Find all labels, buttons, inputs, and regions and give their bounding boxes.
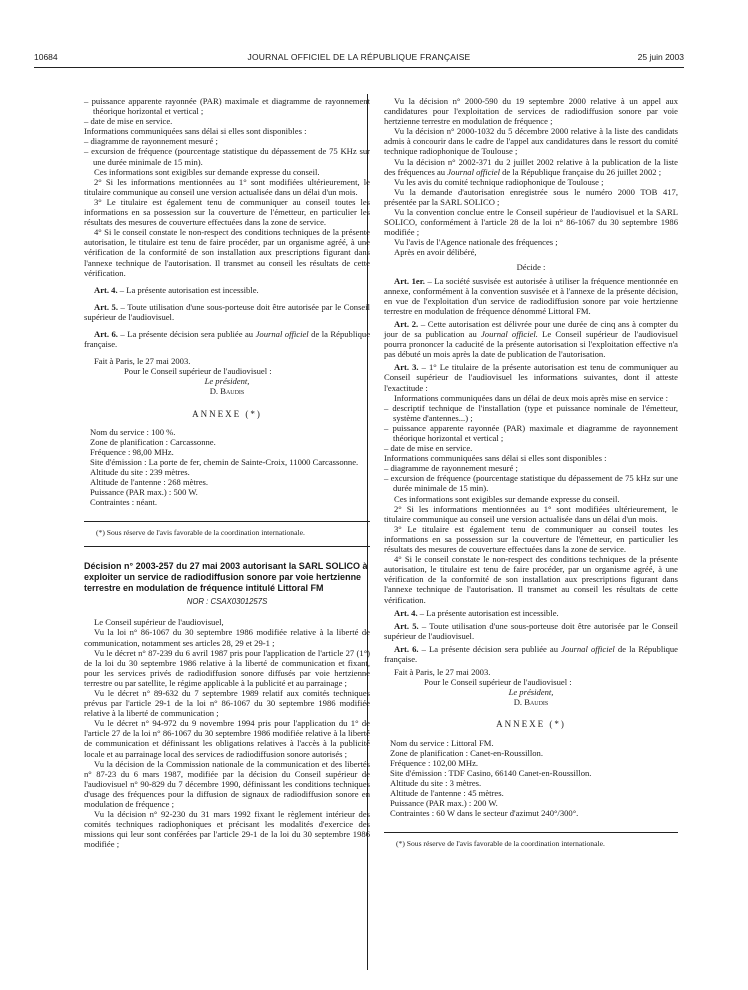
annexe-line: Altitude du site : 3 mètres. xyxy=(390,777,482,788)
article-6 xyxy=(84,329,370,349)
annexe-line: Zone de planification : Canet-en-Roussillon. xyxy=(390,747,543,758)
article-text: – La présente décision sera publiée au xyxy=(117,328,256,339)
annexe-title: ANNEXE (*) xyxy=(192,408,262,419)
footnote-rule xyxy=(384,832,678,833)
visa: Vu la convention conclue entre le Conseil supérieur de l'audiovisuel et la SARL SOLICO, conformément à l'article 28 de la loi n° 86-1067 du 30 septembre 1986 modifiée ; xyxy=(384,207,678,238)
article-label: Art. 5. xyxy=(394,620,419,631)
visa: Vu la décision n° 2000-590 du 19 septembre 2000 relative à un appel aux candidatures pour l'exploitation de services de radiodiffusion sonore par voie hertzienne terrestre en modulation de fréquence ; xyxy=(384,96,678,127)
article-text: – 1° Le titulaire de la présente autorisation est tenu de communiquer au Conseil supérieur de l'audiovisuel les informations suivantes, dont il atteste l'exactitude : xyxy=(384,362,679,393)
journal-ref: Journal officiel xyxy=(561,643,615,654)
page-header xyxy=(34,52,684,66)
done-at: Fait à Paris, le 27 mai 2003. xyxy=(94,356,191,367)
article-4 xyxy=(384,608,678,618)
visa: Vu la loi n° 86-1067 du 30 septembre 1986 modifiée relative à la liberté de communication, notamment ses articles 28, 29 et 29-1 ; xyxy=(84,627,370,648)
annexe-line: Contraintes : 60 W dans le secteur d'azimut 240°/300°. xyxy=(390,808,579,819)
paragraph: Informations communiquées sans délai si elles sont disponibles : xyxy=(84,126,307,137)
paragraph: 2° Si les informations mentionnées au 1° sont modifiées ultérieurement, le titulaire communique au conseil une version actualisée dans un délai d'un mois. xyxy=(84,176,370,197)
article-text: – La société susvisée est autorisée à utiliser la fréquence mentionnée en annexe, conformément à la convention susvisée et à l'annexe de la présente décision, en vue de l'exploitation d'un service de radiodiffusion sonore par voie hertzienne terrestre en modulation de fréquence dénommé Littoral FM. xyxy=(384,275,679,316)
signature-for: Pour le Conseil supérieur de l'audiovisuel : xyxy=(424,677,572,688)
paragraph: 4° Si le conseil constate le non-respect des conditions techniques de la présente autorisation, le titulaire est tenu de faire procéder, par un organisme agréé, à une vérification de la conformité de son installation aux prescriptions figurant dans l'annexe technique de l'autorisation. Il transmet au conseil les résultats de cette vérification. xyxy=(384,554,678,605)
signature-title: Le président, xyxy=(204,376,250,387)
footnote: (*) Sous réserve de l'avis favorable de la coordination internationale. xyxy=(396,839,605,849)
article-1 xyxy=(384,276,678,316)
annexe-title: ANNEXE (*) xyxy=(496,719,566,730)
paragraph: Informations communiquées sans délai si elles sont disponibles : xyxy=(384,453,607,464)
section-rule xyxy=(84,546,370,547)
left-column xyxy=(84,96,370,850)
article-label: Art. 4. xyxy=(94,284,118,295)
journal-ref: Journal officiel xyxy=(447,166,500,177)
visa: Vu le décret n° 89-632 du 7 septembre 1989 relatif aux comités techniques prévus par l'article 29-1 de la loi n° 86-1067 du 30 septembre 1986 modifiée relative à la liberté de communication ; xyxy=(84,688,370,719)
paragraph: 3° Le titulaire est également tenu de communiquer au conseil toutes les informations en sa possession sur la couverture de l'émetteur, en particulier les résultats des mesures de couverture effectuées dans la zone de service. xyxy=(384,523,678,555)
visa: Après en avoir délibéré, xyxy=(394,247,477,258)
journal-ref: Journal officiel xyxy=(255,328,309,339)
visa: Vu la décision n° 2000-1032 du 5 décembre 2000 relative à la liste des candidats admis à concourir dans le cadre de l'appel aux candidatures dans le ressort du comité technique radiophonique de Toulouse ; xyxy=(384,126,678,157)
article-label: Art. 5. xyxy=(94,301,119,312)
paragraph: Ces informations sont exigibles sur demande expresse du conseil. xyxy=(394,493,620,504)
page-number: 10684 xyxy=(34,52,58,62)
header-rule xyxy=(34,67,684,68)
visa xyxy=(384,157,678,177)
list-item: – puissance apparente rayonnée (PAR) maximale et diagramme de rayonnement théorique horizontal et vertical ; xyxy=(84,96,370,117)
article-text: – Toute utilisation d'une sous-porteuse doit être autorisée par le Conseil supérieur de l'audiovisuel. xyxy=(84,301,371,322)
article-text: – Cette autorisation est délivrée pour une durée de cinq ans à compter du jour de sa publication au xyxy=(384,318,678,340)
paragraph: 3° Le titulaire est également tenu de communiquer au conseil toutes les informations en sa possession sur la couverture de l'émetteur, en particulier les résultats des mesures de couverture effectuées dans la zone de service. xyxy=(84,196,370,228)
paragraph: Informations communiquées dans un délai de deux mois après mise en service : xyxy=(394,392,668,403)
annexe-line: Altitude du site : 239 mètres. xyxy=(90,467,190,477)
footnote-rule xyxy=(84,521,370,522)
annexe-line: Puissance (PAR max.) : 200 W. xyxy=(390,798,498,809)
visa: Vu l'avis de l'Agence nationale des fréquences ; xyxy=(394,237,558,248)
annexe-line: Fréquence : 98,00 MHz. xyxy=(90,446,174,457)
article-5 xyxy=(384,621,678,641)
visa: Vu le décret n° 94-972 du 9 novembre 1994 pris pour l'application du 1° de l'article 27 de la loi n° 86-1067 du 30 septembre 1986 modifiée relative à la liberté de communication et définissant les obligations relatives à l'accès à la publicité locale et au parrainage local des services de radiodiffusion sonore autorisés ; xyxy=(84,718,370,759)
annexe-line: Contraintes : néant. xyxy=(90,497,158,508)
list-item: – date de mise en service. xyxy=(384,443,473,454)
annexe-line: Nom du service : Littoral FM. xyxy=(390,737,494,748)
paragraph: Ces informations sont exigibles sur demande expresse du conseil. xyxy=(94,166,320,177)
visa-text: Vu la décision n° 2002-371 du 2 juillet 2002 relative à la publication de la liste des fréquences au xyxy=(384,156,678,177)
visa: Vu les avis du comité technique radiophonique de Toulouse ; xyxy=(394,176,604,187)
signatory-name: D. Baudis xyxy=(209,386,245,397)
list-item: – date de mise en service. xyxy=(84,116,173,127)
article-label: Art. 3. xyxy=(394,362,419,373)
visa: Vu la demande d'autorisation enregistrée sous le numéro 2000 TOB 417, présentée par la SARL SOLICO ; xyxy=(384,186,678,207)
visa: Vu la décision de la Commission nationale de la communication et des libertés n° 87-23 du 6 mars 1987, modifiée par la décision du Conseil supérieur de l'audiovisuel n° 90-829 du 7 décembre 1990, définissant les conditions techniques d'usage des fréquences pour la diffusion de signaux de radiodiffusion sonore en modulation de fréquence ; xyxy=(84,758,370,810)
visa: Vu la décision n° 92-230 du 31 mars 1992 fixant le règlement intérieur des comités techniques radiophoniques et précisant les modalités d'exercice des missions qui leur sont conférées par l'article 29-1 de la loi du 30 septembre 1986 modifiée ; xyxy=(84,809,370,850)
article-4 xyxy=(84,285,370,295)
article-text: Le Conseil supérieur de l'audiovisuel pourra prononcer la caducité de la présente autorisation si l'exploitation effective n'a pas débuté un mois après la date de publication de l'autorisation. xyxy=(384,329,678,360)
journal-title: JOURNAL OFFICIEL DE LA RÉPUBLIQUE FRANÇAISE xyxy=(247,52,471,62)
article-label: Art. 6. xyxy=(394,643,419,654)
article-3 xyxy=(384,362,678,392)
signature-title: Le président, xyxy=(508,687,554,698)
article-label: Art. 6. xyxy=(94,328,118,339)
nor-reference: NOR : CSAX0301257S xyxy=(186,597,268,607)
list-item: – diagramme de rayonnement mesuré ; xyxy=(84,136,218,147)
annexe-line: Site d'émission : TDF Casino, 66140 Canet-en-Roussillon. xyxy=(390,767,592,778)
visa-text: de la République française du 26 juillet 2002 ; xyxy=(499,166,662,177)
list-item: – descriptif technique de l'installation (type et puissance nominale de l'émetteur, système d'antennes...) ; xyxy=(384,402,678,423)
issue-date: 25 juin 2003 xyxy=(637,52,684,62)
annexe-line: Zone de planification : Carcassonne. xyxy=(90,436,216,447)
list-item: – excursion de fréquence (pourcentage statistique du dépassement de 75 kHz sur une durée minimale de 15 min). xyxy=(384,473,678,494)
article-label: Art. 4. xyxy=(394,607,418,618)
article-5 xyxy=(84,302,370,322)
list-item: – puissance apparente rayonnée (PAR) maximale et diagramme de rayonnement théorique horizontal et vertical ; xyxy=(384,422,678,443)
annexe-line: Fréquence : 102,00 MHz. xyxy=(390,757,479,768)
annexe-line: Site d'émission : La porte de fer, chemin de Sainte-Croix, 11000 Carcassonne. xyxy=(90,456,359,467)
signatory-name: D. Baudis xyxy=(513,697,549,708)
done-at: Fait à Paris, le 27 mai 2003. xyxy=(394,667,491,678)
journal-ref: Journal officiel. xyxy=(480,329,538,340)
visa: Le Conseil supérieur de l'audiovisuel, xyxy=(94,617,224,628)
article-6 xyxy=(384,644,678,664)
article-text: de la République française. xyxy=(384,643,679,664)
annexe-line: Nom du service : 100 %. xyxy=(90,426,176,437)
article-text: – Toute utilisation d'une sous-porteuse doit être autorisée par le Conseil supérieur de l'audiovisuel. xyxy=(384,620,678,641)
paragraph: 2° Si les informations mentionnées au 1° sont modifiées ultérieurement, le titulaire communique au conseil une version actualisée dans un délai d'un mois. xyxy=(384,503,678,524)
decision-title: Décision n° 2003-257 du 27 mai 2003 autorisant la SARL SOLICO à exploiter un service de radiodiffusion sonore par voie hertzienne terrestre en modulation de fréquence intitulé Littoral FM xyxy=(84,561,368,593)
decide-heading: Décide : xyxy=(516,261,546,272)
article-text: – La présente décision sera publiée au xyxy=(418,643,562,654)
annexe-line: Puissance (PAR max.) : 500 W. xyxy=(90,487,198,498)
paragraph: 4° Si le conseil constate le non-respect des conditions techniques de la présente autorisation, le titulaire est tenu de faire procéder, par un organisme agréé, à une vérification de la conformité de son installation aux prescriptions figurant dans l'annexe technique de l'autorisation. Il transmet au conseil les résultats de cette vérification. xyxy=(84,227,370,278)
article-2 xyxy=(384,319,678,359)
footnote: (*) Sous réserve de l'avis favorable de la coordination internationale. xyxy=(96,528,305,538)
right-column xyxy=(384,96,678,849)
article-label: Art. 2. xyxy=(394,318,419,329)
article-text: de la République française. xyxy=(84,328,371,350)
annexe-line: Altitude de l'antenne : 268 mètres. xyxy=(90,477,209,488)
annexe-line: Altitude de l'antenne : 45 mètres. xyxy=(390,788,504,798)
list-item: – diagramme de rayonnement mesuré ; xyxy=(384,463,518,474)
visa: Vu le décret n° 87-239 du 6 avril 1987 pris pour l'application de l'article 27 (1°) de la loi du 30 septembre 1986 relative à la liberté de communication et fixant, pour les services privés de radiodiffusion sonore diffusés par voie hertzienne terrestre ou par satellite, le régime applicable à la publicité et au parrainage ; xyxy=(84,647,370,688)
list-item: – excursion de fréquence (pourcentage statistique du dépassement de 75 KHz sur une durée minimale de 15 min). xyxy=(84,146,370,167)
article-label: Art. 1er. xyxy=(394,275,425,286)
article-text: – La présente autorisation est incessible. xyxy=(117,284,259,295)
signature-for: Pour le Conseil supérieur de l'audiovisuel : xyxy=(124,366,272,377)
article-text: – La présente autorisation est incessible. xyxy=(417,607,559,618)
